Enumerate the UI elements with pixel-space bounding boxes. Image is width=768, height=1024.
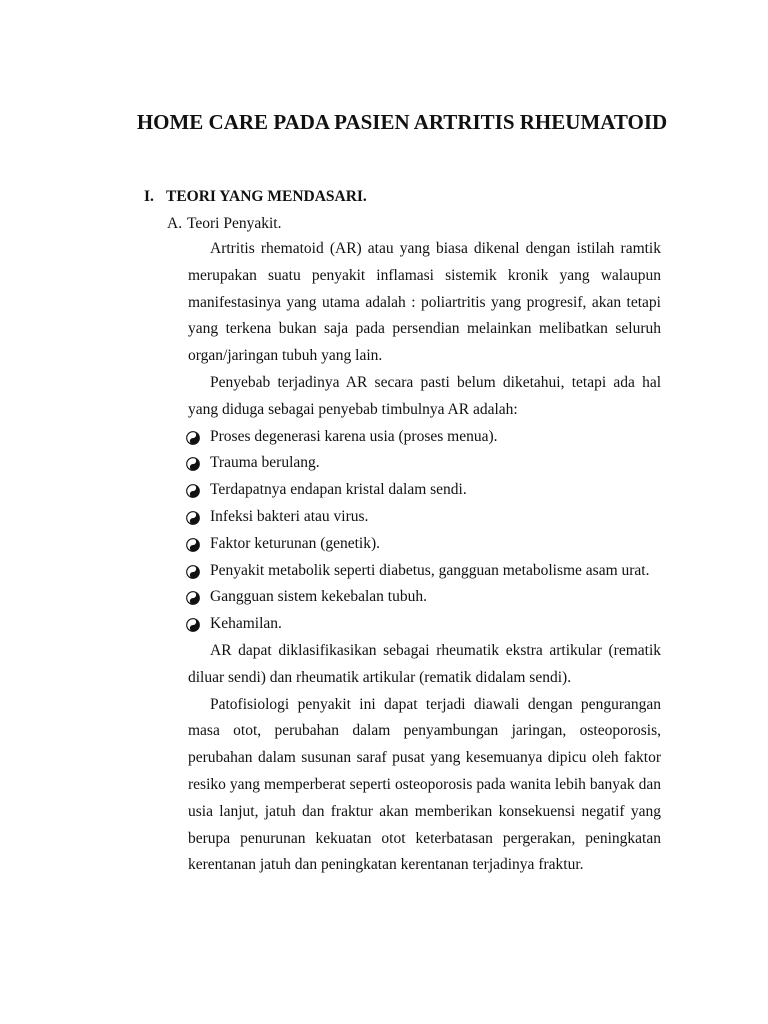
yin-yang-icon bbox=[186, 565, 200, 579]
paragraph-definition: Artritis rhematoid (AR) atau yang biasa dikenal dengan istilah ramtik merupakan suatu penyakit inflamasi sistemik kronik yang walaupun manifestasinya yang utama adalah : poliartritis yang progresif, akan tetapi yang terkena bukan saja pada persendian melainkan melibatkan seluruh organ/jaringan tubuh yang lain. bbox=[188, 240, 661, 365]
paragraph-pathophysiology: Patofisiologi penyakit ini dapat terjadi diawali dengan pengurangan masa otot, perubahan dalam penyambungan jaringan, osteoporosis, perubahan dalam susunan saraf pusat yang kesemuanya dipicu oleh faktor resiko yang memperberat seperti osteoporosis pada wanita lebih banyak dan usia lanjut, jatuh dan fraktur akan memberikan konsekuensi negatif yang berupa penurunan kekuatan otot keterbatasan pergerakan, peningkatan kerentanan jatuh dan peningkatan kerentanan terjadinya fraktur. bbox=[188, 695, 661, 874]
document-title: HOME CARE PADA PASIEN ARTRITIS RHEUMATOID bbox=[136, 110, 668, 134]
list-item bbox=[188, 450, 661, 477]
list-item-text: Infeksi bakteri atau virus. bbox=[210, 507, 369, 525]
list-item bbox=[188, 504, 661, 531]
yin-yang-icon bbox=[186, 511, 200, 525]
list-item-text: Kehamilan. bbox=[210, 615, 282, 633]
paragraph-causes-intro: Penyebab terjadinya AR secara pasti belum diketahui, tetapi ada hal yang diduga sebagai penyebab timbulnya AR adalah: bbox=[188, 373, 661, 418]
yin-yang-icon bbox=[186, 457, 200, 471]
yin-yang-icon bbox=[186, 538, 200, 552]
subsection-letter: A. bbox=[167, 215, 183, 232]
list-item-text: Terdapatnya endapan kristal dalam sendi. bbox=[210, 481, 467, 499]
causes-list bbox=[188, 424, 661, 638]
list-item-text: Gangguan sistem kekebalan tubuh. bbox=[210, 588, 427, 606]
list-item bbox=[188, 558, 661, 585]
section-number: I. bbox=[144, 188, 154, 205]
list-item-text: Trauma berulang. bbox=[210, 454, 320, 472]
section-title: TEORI YANG MENDASARI. bbox=[166, 188, 367, 205]
list-item bbox=[188, 424, 661, 451]
list-item bbox=[188, 584, 661, 611]
list-item-text: Proses degenerasi karena usia (proses menua). bbox=[210, 427, 498, 445]
list-item bbox=[188, 611, 661, 638]
yin-yang-icon bbox=[186, 431, 200, 445]
yin-yang-icon bbox=[186, 484, 200, 498]
list-item bbox=[188, 531, 661, 558]
paragraph-classification: AR dapat diklasifikasikan sebagai rheumatik ekstra artikular (rematik diluar sendi) dan rheumatik artikular (rematik didalam sendi). bbox=[188, 641, 661, 686]
document-body bbox=[188, 236, 661, 879]
list-item-text: Penyakit metabolik seperti diabetus, gangguan metabolisme asam urat. bbox=[210, 561, 650, 579]
list-item-text: Faktor keturunan (genetik). bbox=[210, 534, 381, 552]
section-heading bbox=[144, 188, 367, 206]
yin-yang-icon bbox=[186, 618, 200, 632]
subsection-title: Teori Penyakit. bbox=[187, 215, 282, 232]
subsection-heading bbox=[167, 215, 281, 233]
yin-yang-icon bbox=[186, 591, 200, 605]
list-item bbox=[188, 477, 661, 504]
